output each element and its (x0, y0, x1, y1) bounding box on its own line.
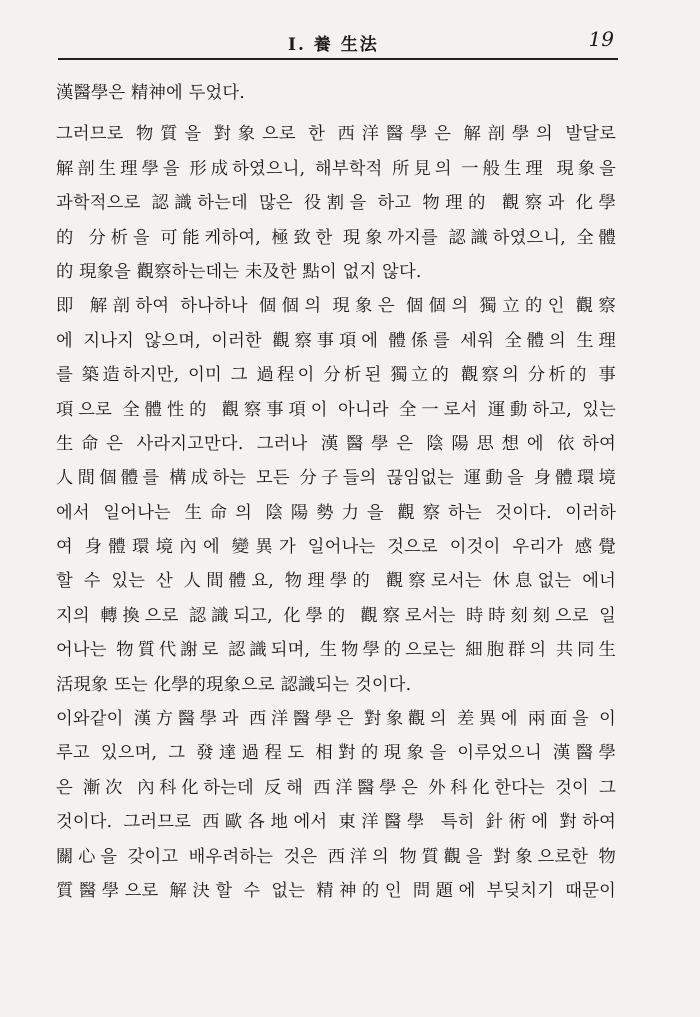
text-line: 지의 轉換으로 認識되고, 化學的 觀察로서는 時時刻刻으로 일 (56, 605, 616, 626)
text-line: 루고 있으며, 그 發達過程도 相對的現象을 이루었으니 漢醫學 (56, 743, 616, 764)
text-line: 이와같이 漢方醫學과 西洋醫學은 對象觀의 差異에 兩面을 이 (56, 709, 616, 730)
text-line: 에서 일어나는 生命의 陰陽勢力을 觀察하는 것이다. 이러하 (56, 502, 616, 523)
text-line: 即 解剖하여 하나하나 個個의 現象은 個個의 獨立的인 觀察 (56, 296, 616, 317)
text-line: 할 수 있는 산 人間體요, 物理學的 觀察로서는 休息없는 에너 (56, 571, 616, 592)
text-line: 를 築造하지만, 이미 그 過程이 分析된 獨立的 觀察의 分析的 事 (56, 365, 616, 386)
text-line: 生命은 사라지고만다. 그러나 漢醫學은 陰陽思想에 依하여 (56, 433, 616, 454)
text-line: 여 身體環境內에 變異가 일어나는 것으로 이것이 우리가 感覺 (56, 537, 616, 558)
text-line: 은 漸次 內科化하는데 反해 西洋醫學은 外科化한다는 것이 그 (56, 777, 616, 798)
text-line: 것이다. 그러므로 西歐各地에서 東洋醫學 특히 針術에 對하여 (56, 812, 616, 833)
section-title: I. 養 生法 (288, 35, 379, 55)
text-line: 活現象 또는 化學的現象으로 認識되는 것이다. (56, 674, 412, 695)
text-line: 어나는 物質代謝로 認識되며, 生物學的으로는 細胞群의 共同生 (56, 640, 616, 661)
text-line: 關心을 갖이고 배우려하는 것은 西洋의 物質觀을 對象으로한 物 (56, 846, 616, 867)
text-line: 漢醫學은 精神에 두었다. (56, 83, 245, 103)
text-line: 項으로 全體性的 觀察事項이 아니라 全一로서 運動하고, 있는 (56, 399, 616, 420)
text-line: 과학적으로 認識하는데 많은 役割을 하고 物理的 觀察과 化學 (56, 193, 616, 214)
text-line: 에 지나지 않으며, 이러한 觀察事項에 體係를 세워 全體의 生理 (56, 330, 616, 351)
page-header (58, 28, 618, 60)
text-line: 的 分析을 可能케하여, 極致한 現象까지를 認識하였으니, 全體 (56, 227, 616, 248)
text-line: 的 現象을 觀察하는데는 未及한 點이 없지 않다. (56, 261, 422, 282)
text-line: 質醫學으로 解決할 수 없는 精神的인 問題에 부딪치기 때문이 (56, 880, 616, 901)
text-line: 解剖生理學을 形成하였으니, 해부학적 所見의 一般生理 現象을 (56, 158, 616, 179)
text-line: 그러므로 物質을 對象으로 한 西洋醫學은 解剖學의 발달로 (56, 124, 616, 145)
page-number: 19 (588, 27, 614, 51)
body-text (56, 76, 616, 908)
text-line: 人間個體를 構成하는 모든 分子들의 끊임없는 運動을 身體環境 (56, 468, 616, 489)
